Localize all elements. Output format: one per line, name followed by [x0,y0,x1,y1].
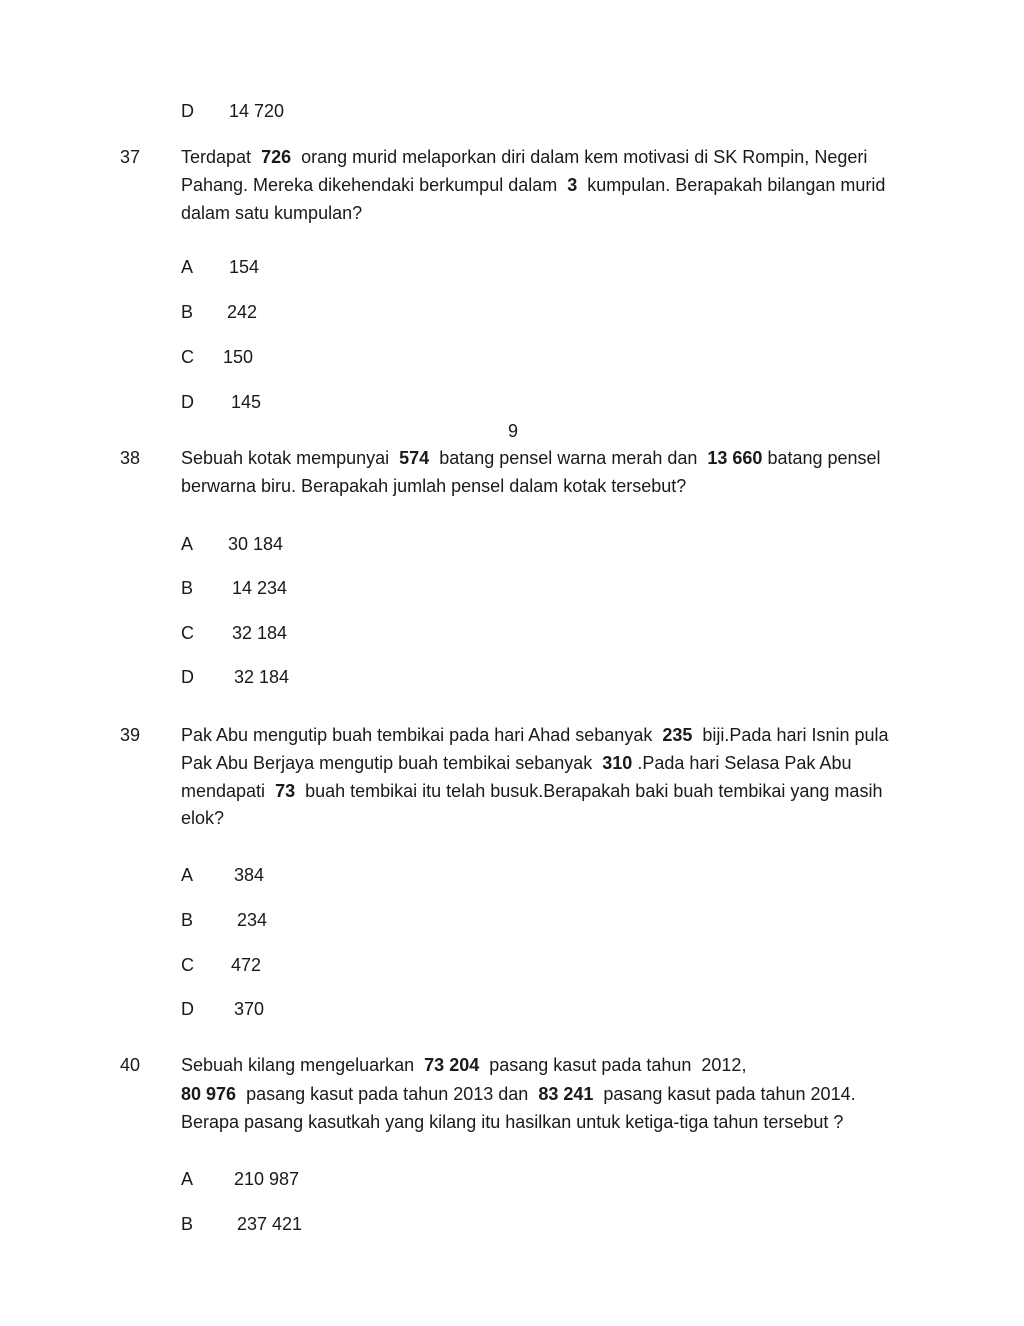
question-text: pasang kasut pada tahun 2013 dan [236,1084,539,1104]
option-value: 154 [229,257,260,277]
option-letter: A [181,865,194,885]
question-text-line [181,809,224,827]
option-value: 242 [227,302,258,322]
option-letter: B [181,578,194,598]
question-text: buah tembikai itu telah busuk.Berapakah baki buah tembikai yang masih [295,781,883,801]
option-letter: D [181,999,194,1019]
question-text-line [181,1085,856,1103]
option-letter: A [181,1169,194,1189]
question-text: Sebuah kilang mengeluarkan [181,1055,425,1075]
question-text: .Pada hari Selasa Pak Abu [632,753,852,773]
question-text: elok? [181,808,225,828]
question-text-line [181,148,867,166]
option-letter: A [181,257,194,277]
question-text: mendapati [181,781,276,801]
option-value: 237 421 [237,1214,303,1234]
option-letter: A [181,534,194,554]
bold-number: 83 241 [538,1084,594,1104]
option-value: 234 [237,910,268,930]
question-text: pasang kasut pada tahun 2012, [479,1055,747,1075]
question-text: pasang kasut pada tahun 2014. [593,1084,856,1104]
option-value: 32 184 [232,623,288,643]
option-value: 145 [231,392,262,412]
option-value: 472 [231,955,262,975]
option-letter: D [181,101,194,121]
question-number: 39 [120,725,141,745]
question-text: Terdapat [181,147,262,167]
option-value: 210 987 [234,1169,300,1189]
question-text-line [181,176,885,194]
page-number: 9 [508,421,519,441]
question-text: Pahang. Mereka dikehendaki berkumpul dalam [181,175,568,195]
question-text: batang pensel warna merah dan [429,448,708,468]
option-value: 14 720 [229,101,285,121]
question-text-line [181,204,362,222]
question-number: 40 [120,1055,141,1075]
option-value: 30 184 [228,534,284,554]
bold-number: 726 [261,147,292,167]
option-letter: C [181,623,194,643]
question-text: batang pensel [762,448,881,468]
bold-number: 73 [275,781,296,801]
option-letter: B [181,1214,194,1234]
question-text-line [181,726,889,744]
question-text: orang murid melaporkan diri dalam kem motivasi di SK Rompin, Negeri [291,147,868,167]
bold-number: 310 [602,753,633,773]
question-text-line [181,449,881,467]
question-text-line [181,1056,746,1074]
option-letter: B [181,302,194,322]
question-text: dalam satu kumpulan? [181,203,363,223]
option-value: 384 [234,865,265,885]
bold-number: 3 [567,175,578,195]
question-text: biji.Pada hari Isnin pula [692,725,889,745]
bold-number: 80 976 [181,1084,237,1104]
question-text-line [181,754,851,772]
question-text-line [181,782,882,800]
question-number: 38 [120,448,141,468]
bold-number: 574 [399,448,430,468]
option-value: 32 184 [234,667,290,687]
option-letter: B [181,910,194,930]
option-value: 150 [223,347,254,367]
question-text-line [181,477,686,495]
option-value: 370 [234,999,265,1019]
option-letter: D [181,667,194,687]
question-text: kumpulan. Berapakah bilangan murid [577,175,886,195]
question-text-line [181,1113,843,1131]
option-letter: C [181,955,194,975]
question-number: 37 [120,147,141,167]
bold-number: 235 [662,725,693,745]
question-text: Sebuah kotak mempunyai [181,448,400,468]
question-text: Pak Abu mengutip buah tembikai pada hari Ahad sebanyak [181,725,663,745]
option-letter: C [181,347,194,367]
bold-number: 73 204 [424,1055,480,1075]
option-value: 14 234 [232,578,288,598]
option-letter: D [181,392,194,412]
bold-number: 13 660 [707,448,763,468]
question-text: Pak Abu Berjaya mengutip buah tembikai sebanyak [181,753,603,773]
question-text: berwarna biru. Berapakah jumlah pensel dalam kotak tersebut? [181,476,687,496]
question-text: Berapa pasang kasutkah yang kilang itu hasilkan untuk ketiga-tiga tahun tersebut ? [181,1112,844,1132]
